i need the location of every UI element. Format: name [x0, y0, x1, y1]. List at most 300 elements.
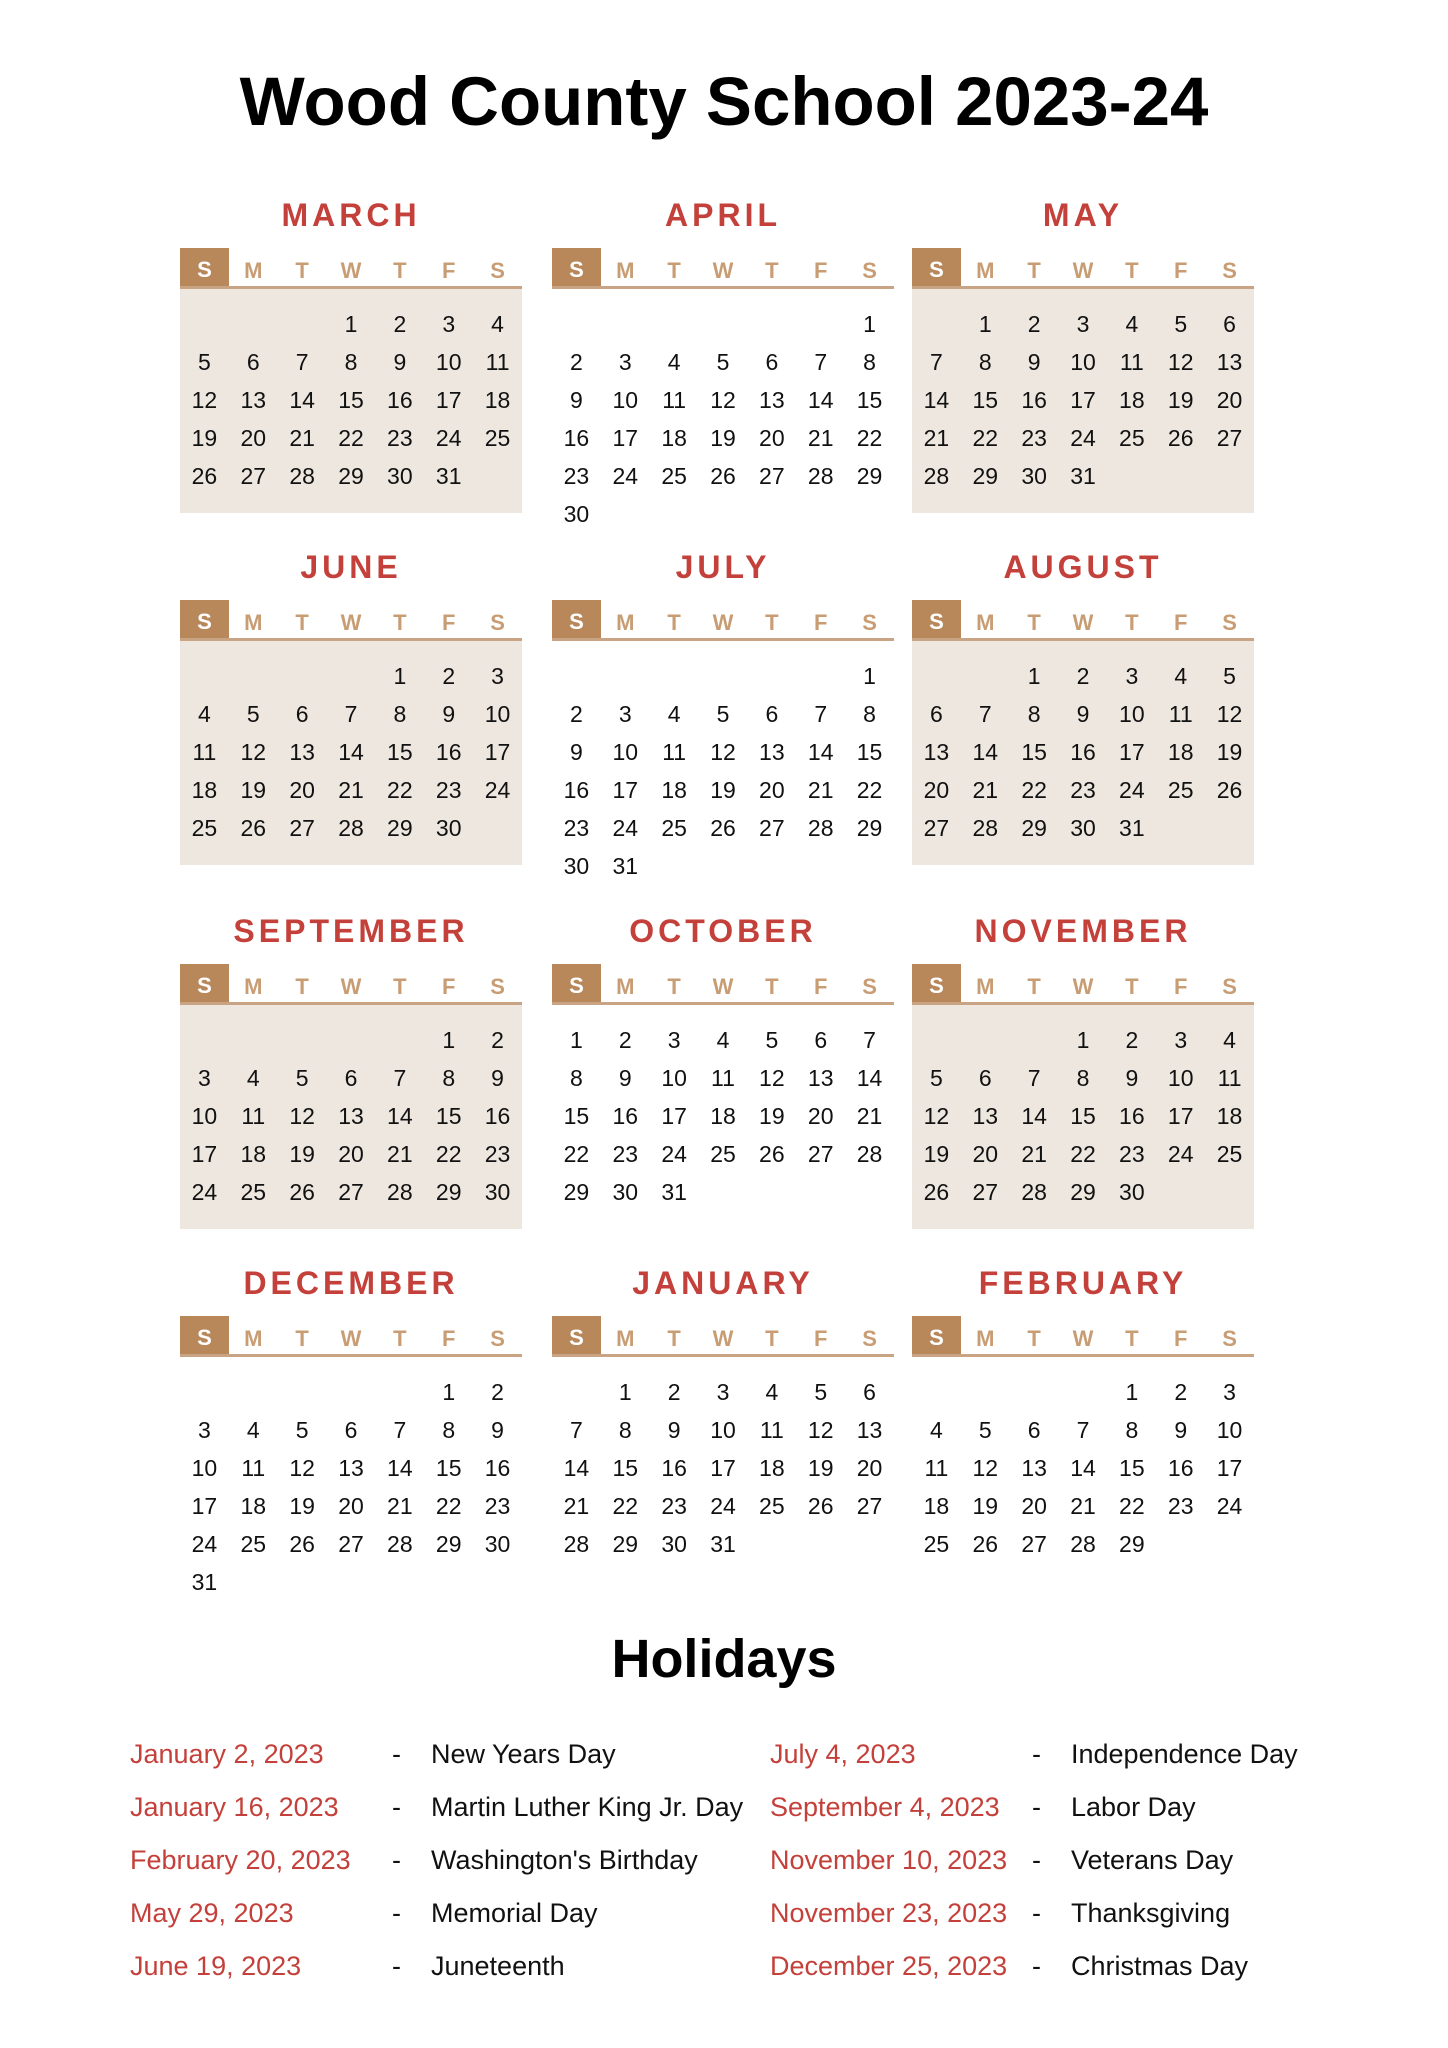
day-cell: 17 [1119, 739, 1145, 765]
day-grid [180, 1005, 522, 1229]
day-cell: 7 [295, 349, 309, 375]
weekday-label: T [295, 974, 309, 999]
day-cell: 6 [978, 1065, 992, 1091]
day-cell: 29 [972, 463, 999, 489]
weekday-label: W [1072, 258, 1094, 283]
empty-cell [180, 305, 229, 343]
day-cell: 14 [923, 387, 950, 413]
day-cell: 1 [1076, 1027, 1090, 1053]
day-cell: 30 [563, 501, 590, 527]
weekday-label: S [490, 974, 505, 999]
month-july [552, 548, 894, 903]
day-cell: 8 [863, 349, 876, 375]
weekday-label: S [1222, 610, 1237, 635]
weekday-label: S [552, 248, 601, 286]
day-cell: 26 [289, 1179, 315, 1205]
weekday-label: S [180, 248, 229, 286]
day-cell: 9 [1076, 701, 1090, 727]
day-cell: 27 [289, 815, 315, 841]
day-cell: 10 [1119, 701, 1145, 727]
day-cell: 3 [716, 1379, 730, 1405]
day-cell: 21 [1070, 1493, 1096, 1519]
day-cell: 10 [1167, 1065, 1194, 1091]
day-cell: 13 [759, 387, 785, 413]
day-cell: 17 [612, 425, 639, 451]
day-cell: 13 [338, 1103, 364, 1129]
day-cell: 20 [759, 777, 785, 803]
day-cell: 10 [191, 1455, 218, 1481]
day-cell: 18 [923, 1493, 950, 1519]
day-cell: 24 [1167, 1141, 1194, 1167]
day-cell: 28 [807, 815, 834, 841]
day-cell: 22 [338, 425, 364, 451]
weekday-header [180, 600, 522, 641]
day-cell: 11 [241, 1455, 266, 1481]
day-cell: 6 [814, 1027, 828, 1053]
empty-cell [961, 1021, 1010, 1059]
day-cell: 21 [387, 1141, 413, 1167]
weekday-label: S [862, 258, 877, 283]
day-cell: 27 [923, 815, 950, 841]
day-cell: 30 [387, 463, 413, 489]
empty-cell [180, 1373, 229, 1411]
day-cell: 27 [338, 1179, 364, 1205]
day-cell: 7 [930, 349, 943, 375]
day-cell: 6 [295, 701, 309, 727]
day-cell: 31 [710, 1531, 736, 1557]
day-cell: 4 [667, 701, 681, 727]
day-cell: 21 [807, 777, 834, 803]
day-cell: 21 [338, 777, 364, 803]
day-cell: 5 [716, 701, 730, 727]
day-cell: 2 [1125, 1027, 1139, 1053]
day-cell: 25 [661, 463, 687, 489]
weekday-label: F [1173, 1326, 1188, 1351]
day-cell: 20 [807, 1103, 834, 1129]
day-cell: 22 [1021, 777, 1047, 803]
day-cell: 28 [387, 1531, 413, 1557]
day-cell: 12 [972, 1455, 999, 1481]
weekday-label: W [712, 974, 734, 999]
day-cell: 23 [1167, 1493, 1194, 1519]
day-cell: 8 [1125, 1417, 1139, 1443]
day-cell: 20 [1216, 387, 1243, 413]
weekday-label: W [1072, 1326, 1094, 1351]
day-cell: 1 [570, 1027, 583, 1053]
day-cell: 17 [1216, 1455, 1243, 1481]
day-cell: 23 [563, 815, 590, 841]
day-cell: 4 [667, 349, 681, 375]
day-cell: 22 [612, 1493, 639, 1519]
day-cell: 31 [1070, 463, 1096, 489]
day-cell: 25 [661, 815, 687, 841]
day-cell: 19 [807, 1455, 834, 1481]
holiday-name: Independence Day [1071, 1739, 1298, 1769]
day-cell: 22 [1070, 1141, 1096, 1167]
day-cell: 23 [563, 463, 590, 489]
weekday-label: S [180, 1316, 229, 1354]
day-cell: 24 [191, 1531, 218, 1557]
empty-cell [229, 657, 278, 695]
day-cell: 23 [387, 425, 413, 451]
weekday-header [912, 600, 1254, 641]
day-cell: 3 [198, 1417, 211, 1443]
day-cell: 7 [978, 701, 992, 727]
day-cell: 18 [1119, 387, 1145, 413]
day-cell: 4 [716, 1027, 730, 1053]
day-cell: 3 [442, 311, 456, 337]
holiday-separator: - [1032, 1792, 1041, 1822]
day-cell: 13 [923, 739, 950, 765]
day-cell: 28 [807, 463, 834, 489]
day-cell: 13 [856, 1417, 883, 1443]
day-cell: 2 [618, 1027, 632, 1053]
holiday-date: September 4, 2023 [770, 1792, 1000, 1822]
day-cell: 29 [856, 815, 883, 841]
day-grid [180, 289, 522, 513]
day-cell: 28 [289, 463, 315, 489]
day-cell: 2 [491, 1027, 504, 1053]
day-cell: 16 [661, 1455, 687, 1481]
day-cell: 16 [612, 1103, 639, 1129]
day-cell: 21 [972, 777, 999, 803]
holiday-name: Veterans Day [1071, 1845, 1234, 1875]
month-january [552, 1264, 894, 1581]
month-name: JUNE [300, 549, 402, 585]
day-cell: 18 [484, 387, 511, 413]
holiday-date: May 29, 2023 [130, 1898, 294, 1928]
holiday-name: Thanksgiving [1071, 1898, 1231, 1928]
weekday-label: F [441, 1326, 456, 1351]
holiday-separator: - [1032, 1845, 1041, 1875]
day-cell: 29 [435, 1179, 462, 1205]
empty-cell [278, 1373, 327, 1411]
day-cell: 30 [563, 853, 590, 879]
weekday-label: M [616, 974, 635, 999]
weekday-label: F [441, 974, 456, 999]
holiday-date: July 4, 2023 [770, 1739, 916, 1769]
holiday-separator: - [392, 1898, 401, 1928]
day-cell: 13 [759, 739, 785, 765]
weekday-label: T [1027, 610, 1041, 635]
day-cell: 6 [1223, 311, 1236, 337]
day-grid [912, 289, 1254, 513]
weekday-label: S [912, 1316, 961, 1354]
day-cell: 9 [570, 739, 583, 765]
empty-cell [327, 657, 376, 695]
day-cell: 18 [191, 777, 218, 803]
day-cell: 26 [710, 815, 736, 841]
day-cell: 2 [1174, 1379, 1188, 1405]
day-cell: 24 [1216, 1493, 1243, 1519]
day-cell: 11 [662, 739, 687, 765]
day-cell: 12 [1216, 701, 1243, 727]
empty-cell [912, 305, 961, 343]
weekday-header [552, 1316, 894, 1357]
day-cell: 21 [807, 425, 834, 451]
holiday-name: New Years Day [431, 1739, 616, 1769]
weekday-header [180, 1316, 522, 1357]
holiday-date: February 20, 2023 [130, 1845, 351, 1875]
weekday-label: T [1125, 610, 1139, 635]
day-cell: 7 [863, 1027, 876, 1053]
day-grid [180, 641, 522, 865]
weekday-label: T [393, 258, 407, 283]
day-cell: 1 [618, 1379, 632, 1405]
holiday-separator: - [1032, 1951, 1041, 1981]
day-cell: 20 [338, 1493, 364, 1519]
day-cell: 10 [1216, 1417, 1243, 1443]
day-cell: 30 [1070, 815, 1096, 841]
weekday-label: F [1173, 974, 1188, 999]
day-cell: 5 [246, 701, 260, 727]
day-cell: 4 [246, 1417, 260, 1443]
holiday-name: Labor Day [1071, 1792, 1196, 1822]
day-cell: 17 [484, 739, 511, 765]
day-cell: 10 [710, 1417, 736, 1443]
day-cell: 27 [759, 815, 785, 841]
day-cell: 24 [710, 1493, 736, 1519]
day-cell: 5 [978, 1417, 992, 1443]
month-march [180, 196, 522, 513]
day-cell: 13 [1216, 349, 1243, 375]
day-cell: 14 [387, 1103, 413, 1129]
empty-cell [961, 657, 1010, 695]
day-cell: 4 [198, 701, 211, 727]
weekday-label: S [912, 600, 961, 638]
day-cell: 15 [387, 739, 413, 765]
day-cell: 8 [570, 1065, 583, 1091]
month-name: MARCH [281, 197, 421, 233]
day-cell: 9 [1027, 349, 1041, 375]
day-cell: 20 [972, 1141, 999, 1167]
weekday-label: M [616, 258, 635, 283]
day-cell: 9 [1174, 1417, 1188, 1443]
day-cell: 8 [863, 701, 876, 727]
weekday-label: W [340, 610, 362, 635]
day-cell: 18 [1167, 739, 1194, 765]
weekday-label: W [712, 258, 734, 283]
day-cell: 21 [923, 425, 950, 451]
weekday-label: T [765, 1326, 779, 1351]
weekday-label: T [667, 610, 681, 635]
day-cell: 20 [1021, 1493, 1047, 1519]
weekday-label: M [244, 258, 263, 283]
weekday-label: T [1027, 1326, 1041, 1351]
day-cell: 8 [618, 1417, 632, 1443]
day-cell: 4 [1223, 1027, 1236, 1053]
day-cell: 19 [240, 777, 267, 803]
holiday-separator: - [1032, 1739, 1041, 1769]
day-cell: 29 [387, 815, 413, 841]
day-cell: 27 [807, 1141, 834, 1167]
day-cell: 31 [435, 463, 462, 489]
empty-cell [912, 1373, 961, 1411]
day-cell: 1 [1125, 1379, 1139, 1405]
day-cell: 2 [1076, 663, 1090, 689]
holiday-separator: - [392, 1951, 401, 1981]
day-cell: 4 [765, 1379, 779, 1405]
day-cell: 30 [1119, 1179, 1145, 1205]
empty-cell [961, 1373, 1010, 1411]
day-cell: 1 [978, 311, 992, 337]
day-cell: 1 [1027, 663, 1041, 689]
day-grid [912, 1005, 1254, 1229]
day-cell: 19 [1216, 739, 1243, 765]
day-cell: 6 [1027, 1417, 1041, 1443]
day-cell: 3 [1125, 663, 1139, 689]
day-cell: 2 [442, 663, 456, 689]
holiday-separator: - [392, 1792, 401, 1822]
day-cell: 8 [1027, 701, 1041, 727]
day-cell: 23 [1021, 425, 1047, 451]
weekday-label: F [441, 258, 456, 283]
month-name: OCTOBER [629, 913, 817, 949]
day-cell: 17 [612, 777, 639, 803]
day-cell: 26 [240, 815, 267, 841]
weekday-label: T [765, 974, 779, 999]
empty-cell [552, 1373, 601, 1411]
day-cell: 9 [1125, 1065, 1139, 1091]
day-cell: 11 [924, 1455, 949, 1481]
day-cell: 14 [338, 739, 364, 765]
day-cell: 3 [667, 1027, 681, 1053]
day-cell: 26 [923, 1179, 950, 1205]
day-cell: 4 [491, 311, 504, 337]
day-cell: 15 [338, 387, 364, 413]
weekday-header [552, 248, 894, 289]
weekday-label: M [244, 974, 263, 999]
weekday-header [912, 248, 1254, 289]
month-october [552, 912, 894, 1229]
day-cell: 16 [387, 387, 413, 413]
day-cell: 9 [618, 1065, 632, 1091]
month-september [180, 912, 522, 1229]
day-cell: 1 [442, 1027, 456, 1053]
day-cell: 11 [192, 739, 217, 765]
day-cell: 26 [759, 1141, 785, 1167]
day-cell: 6 [246, 349, 260, 375]
day-cell: 24 [191, 1179, 218, 1205]
day-cell: 7 [570, 1417, 583, 1443]
day-cell: 22 [856, 777, 883, 803]
weekday-label: T [1027, 258, 1041, 283]
weekday-label: W [712, 610, 734, 635]
day-cell: 8 [442, 1065, 456, 1091]
day-cell: 11 [759, 1417, 784, 1443]
month-april [552, 196, 894, 551]
day-cell: 28 [387, 1179, 413, 1205]
day-cell: 28 [856, 1141, 883, 1167]
day-cell: 14 [1021, 1103, 1047, 1129]
weekday-label: S [180, 600, 229, 638]
empty-cell [796, 305, 845, 343]
empty-cell [650, 657, 699, 695]
day-cell: 3 [1223, 1379, 1236, 1405]
weekday-label: T [295, 258, 309, 283]
day-cell: 25 [923, 1531, 950, 1557]
day-cell: 19 [289, 1141, 315, 1167]
day-cell: 1 [393, 663, 407, 689]
day-cell: 26 [807, 1493, 834, 1519]
day-cell: 7 [393, 1065, 407, 1091]
day-cell: 5 [1223, 663, 1236, 689]
day-cell: 10 [191, 1103, 218, 1129]
day-cell: 23 [661, 1493, 687, 1519]
weekday-header [912, 1316, 1254, 1357]
day-cell: 28 [338, 815, 364, 841]
day-cell: 12 [923, 1103, 950, 1129]
day-cell: 22 [856, 425, 883, 451]
weekday-label: T [295, 1326, 309, 1351]
day-cell: 7 [1027, 1065, 1041, 1091]
day-cell: 21 [289, 425, 315, 451]
day-cell: 8 [344, 349, 358, 375]
day-cell: 26 [1216, 777, 1243, 803]
day-cell: 12 [289, 1103, 315, 1129]
day-cell: 21 [387, 1493, 413, 1519]
day-cell: 25 [710, 1141, 736, 1167]
weekday-header [912, 964, 1254, 1005]
day-cell: 7 [814, 701, 828, 727]
weekday-label: T [765, 610, 779, 635]
day-cell: 11 [241, 1103, 266, 1129]
day-cell: 17 [710, 1455, 736, 1481]
day-cell: 29 [1021, 815, 1047, 841]
day-cell: 8 [978, 349, 992, 375]
weekday-label: M [244, 610, 263, 635]
empty-cell [327, 1021, 376, 1059]
day-cell: 14 [563, 1455, 590, 1481]
day-cell: 4 [246, 1065, 260, 1091]
day-cell: 15 [435, 1455, 462, 1481]
month-name: JULY [675, 549, 771, 585]
day-cell: 23 [1070, 777, 1096, 803]
empty-cell [180, 1021, 229, 1059]
weekday-label: M [976, 610, 995, 635]
day-cell: 15 [856, 739, 883, 765]
day-cell: 12 [289, 1455, 315, 1481]
day-cell: 13 [338, 1455, 364, 1481]
day-cell: 4 [1174, 663, 1188, 689]
day-cell: 21 [856, 1103, 883, 1129]
day-cell: 3 [618, 701, 632, 727]
weekday-label: M [616, 1326, 635, 1351]
holiday-name: Juneteenth [431, 1951, 565, 1981]
day-cell: 25 [484, 425, 511, 451]
day-cell: 18 [710, 1103, 736, 1129]
holiday-separator: - [392, 1845, 401, 1875]
day-cell: 31 [1119, 815, 1145, 841]
day-cell: 5 [765, 1027, 779, 1053]
day-cell: 2 [570, 701, 583, 727]
weekday-label: S [552, 1316, 601, 1354]
day-cell: 14 [387, 1455, 413, 1481]
weekday-label: W [340, 258, 362, 283]
empty-cell [552, 305, 601, 343]
day-cell: 7 [393, 1417, 407, 1443]
day-cell: 30 [435, 815, 462, 841]
day-cell: 12 [240, 739, 267, 765]
day-cell: 25 [759, 1493, 785, 1519]
day-cell: 16 [484, 1103, 511, 1129]
day-cell: 27 [240, 463, 267, 489]
day-cell: 9 [442, 701, 456, 727]
empty-cell [1010, 1021, 1059, 1059]
day-cell: 2 [393, 311, 407, 337]
day-cell: 19 [759, 1103, 785, 1129]
day-cell: 29 [563, 1179, 590, 1205]
